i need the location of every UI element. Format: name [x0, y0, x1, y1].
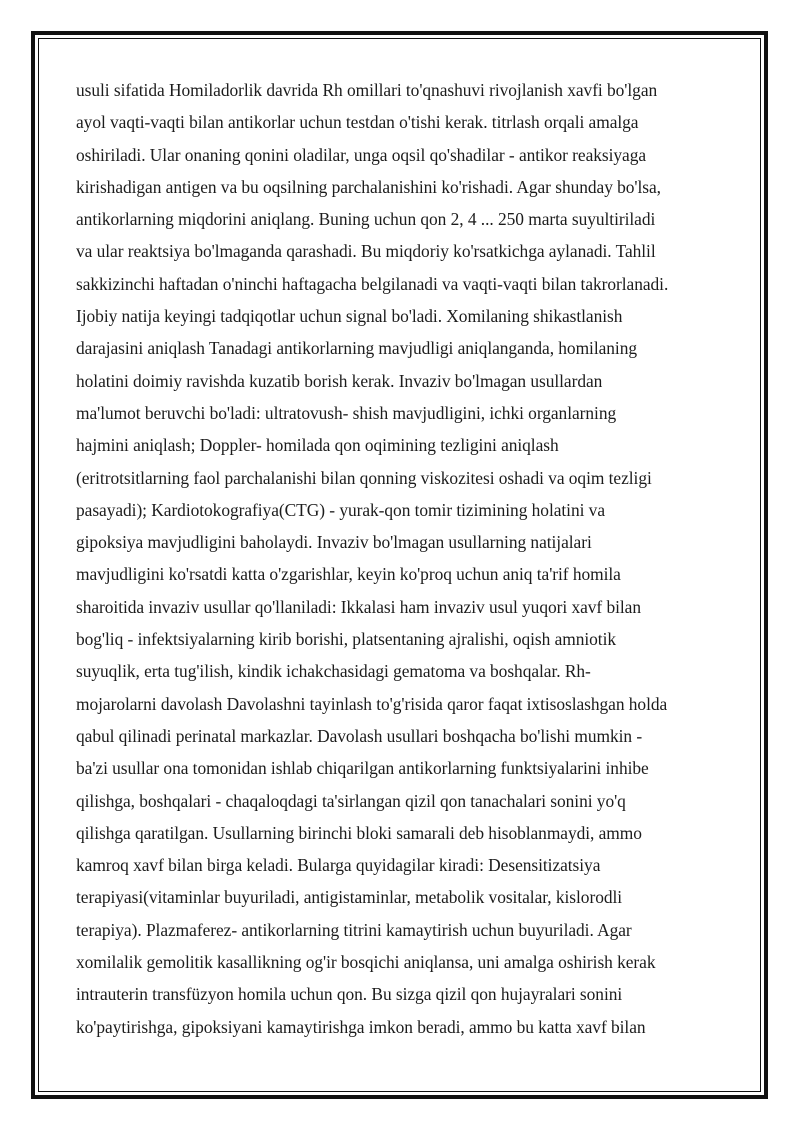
body-text: [76, 74, 726, 1043]
text-line: ba'zi usullar ona tomonidan ishlab chiqarilgan antikorlarning funktsiyalarini inhibe: [76, 758, 649, 779]
text-line: suyuqlik, erta tug'ilish, kindik ichakchasidagi gematoma va boshqalar. Rh-: [76, 661, 591, 682]
text-line: bog'liq - infektsiyalarning kirib borishi, platsentaning ajralishi, oqish amniotik: [76, 629, 616, 650]
text-line: sharoitida invaziv usullar qo'llaniladi: Ikkalasi ham invaziv usul yuqori xavf bilan: [76, 596, 641, 617]
text-line: oshiriladi. Ular onaning qonini oladilar, unga oqsil qo'shadilar - antikor reaksiyaga: [76, 144, 647, 165]
text-line: terapiya). Plazmaferez- antikorlarning titrini kamaytirish uchun buyuriladi. Agar: [76, 919, 632, 940]
text-line: pasayadi); Kardiotokografiya(CTG) - yurak-qon tomir tizimining holatini va: [76, 499, 605, 520]
text-line: qabul qilinadi perinatal markazlar. Davolash usullari boshqacha bo'lishi mumkin -: [76, 725, 643, 746]
text-line: gipoksiya mavjudligini baholaydi. Invaziv bo'lmagan usullarning natijalari: [76, 532, 592, 553]
text-line: usuli sifatida Homiladorlik davrida Rh omillari to'qnashuvi rivojlanish xavfi bo'lgan: [76, 80, 658, 100]
text-line: mavjudligini ko'rsatdi katta o'zgarishlar, keyin ko'proq uchun aniq ta'rif homila: [76, 564, 621, 585]
text-line: kamroq xavf bilan birga keladi. Bularga quyidagilar kiradi: Desensitizatsiya: [76, 855, 601, 876]
text-line: Ijobiy natija keyingi tadqiqotlar uchun signal bo'ladi. Xomilaning shikastlanish: [76, 306, 623, 327]
text-line: qilishga, boshqalari - chaqaloqdagi ta'sirlangan qizil qon tanachalari sonini yo'q: [76, 790, 626, 811]
text-line: ma'lumot beruvchi bo'ladi: ultratovush- shish mavjudligini, ichki organlarning: [76, 402, 617, 423]
text-line: ko'paytirishga, gipoksiyani kamaytirishga imkon beradi, ammo bu katta xavf bilan: [76, 1016, 646, 1037]
text-line: xomilalik gemolitik kasallikning og'ir bosqichi aniqlansa, uni amalga oshirish kerak: [76, 952, 656, 973]
text-line: hajmini aniqlash; Doppler- homilada qon oqimining tezligini aniqlash: [76, 435, 559, 456]
text-line: mojarolarni davolash Davolashni tayinlash to'g'risida qaror faqat ixtisoslashgan holda: [76, 693, 668, 714]
text-line: (eritrotsitlarning faol parchalanishi bilan qonning viskozitesi oshadi va oqim tezligi: [76, 467, 652, 488]
text-line: holatini doimiy ravishda kuzatib borish kerak. Invaziv bo'lmagan usullardan: [76, 370, 603, 391]
text-line: qilishga qaratilgan. Usullarning birinchi bloki samarali deb hisoblanmaydi, ammo: [76, 822, 642, 843]
text-line: va ular reaktsiya bo'lmaganda qarashadi. Bu miqdoriy ko'rsatkichga aylanadi. Tahlil: [76, 241, 656, 262]
text-line: antikorlarning miqdorini aniqlang. Buning uchun qon 2, 4 ... 250 marta suyultiriladi: [76, 209, 656, 230]
text-line: ayol vaqti-vaqti bilan antikorlar uchun testdan o'tishi kerak. titrlash orqali amalga: [76, 112, 639, 133]
text-line: sakkizinchi haftadan o'ninchi haftagacha belgilanadi va vaqti-vaqti bilan takrorlanadi.: [76, 273, 669, 294]
text-line: darajasini aniqlash Tanadagi antikorlarning mavjudligi aniqlanganda, homilaning: [76, 338, 638, 359]
text-line: terapiyasi(vitaminlar buyuriladi, antigistaminlar, metabolik vositalar, kislorodli: [76, 887, 623, 908]
text-line: intrauterin transfüzyon homila uchun qon. Bu sizga qizil qon hujayralari sonini: [76, 984, 623, 1005]
text-line: kirishadigan antigen va bu oqsilning parchalanishini ko'rishadi. Agar shunday bo'lsa,: [76, 176, 661, 197]
